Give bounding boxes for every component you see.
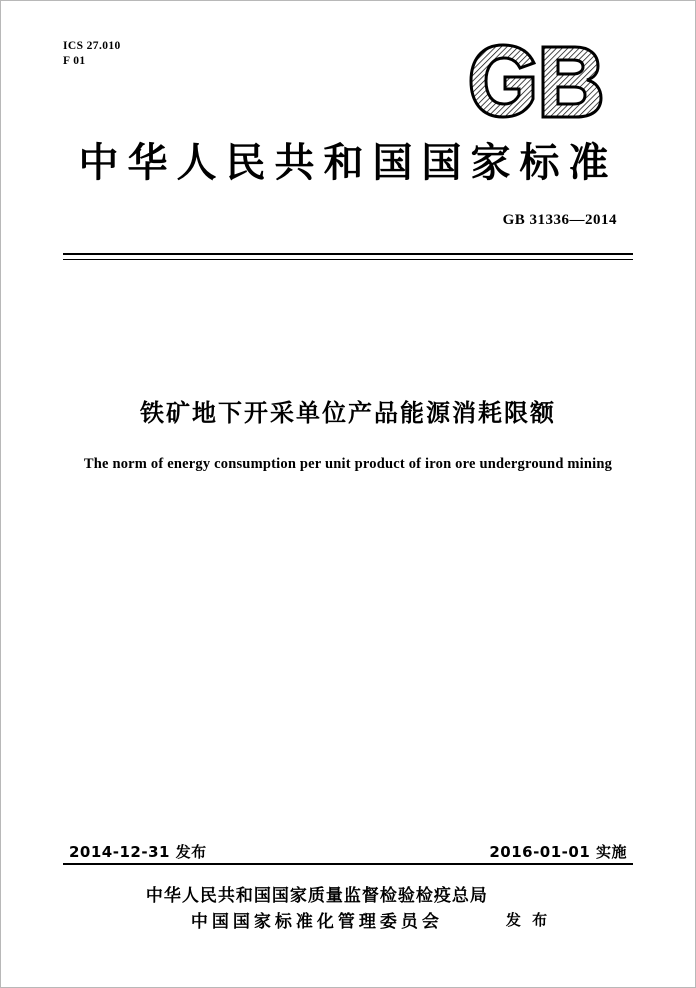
ccs-code: F 01 xyxy=(63,55,86,67)
divider-top-thick xyxy=(63,253,633,255)
publisher-line-1: 中华人民共和国国家质量监督检验检疫总局 xyxy=(145,886,488,906)
publish-verb: 发 布 xyxy=(505,910,551,929)
document-title-english: The norm of energy consumption per unit product of iron ore underground mining xyxy=(83,456,613,472)
gb-logo-icon xyxy=(467,41,617,121)
effective-date: 2016-01-01 实施 xyxy=(489,843,627,861)
ics-code: ICS 27.010 xyxy=(63,40,121,52)
publisher-row xyxy=(1,883,695,935)
publisher-names xyxy=(146,883,488,935)
publisher-line-2: 中国国家标准化管理委员会 xyxy=(190,912,443,932)
ics-classification xyxy=(63,39,121,69)
issue-date: 2014-12-31 发布 xyxy=(69,843,207,861)
divider-top-thin xyxy=(63,259,633,260)
document-title-chinese: 铁矿地下开采单位产品能源消耗限额 xyxy=(140,398,556,427)
standard-number: GB 31336—2014 xyxy=(502,212,617,228)
divider-bottom-thick xyxy=(63,863,633,865)
publisher-block xyxy=(1,883,695,935)
national-standard-title: 中华人民共和国国家标准 xyxy=(78,139,618,186)
